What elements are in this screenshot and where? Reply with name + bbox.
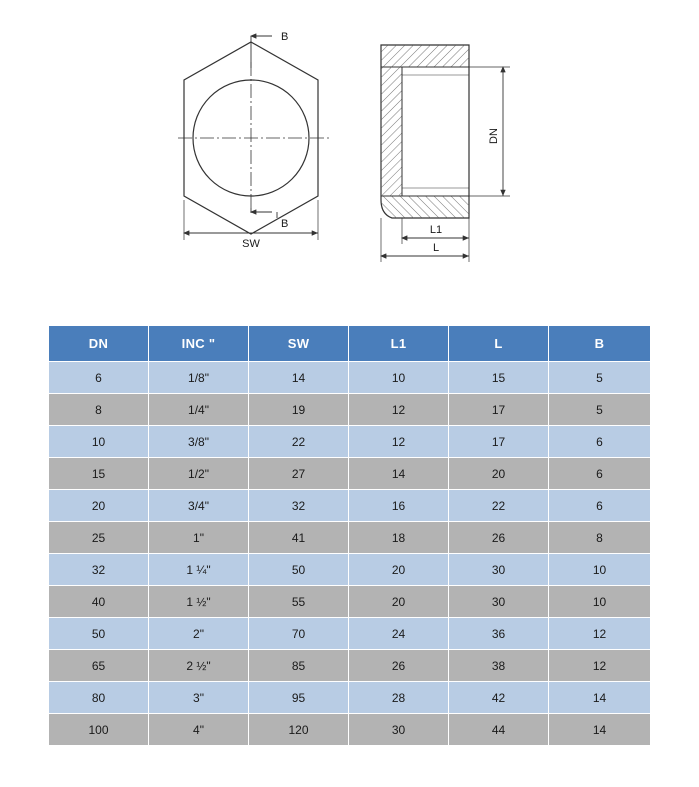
cell-dn: 6 [49,362,149,394]
table-row [49,618,651,650]
column-header-dn: DN [49,326,149,362]
table-row [49,682,651,714]
cell-sw: 95 [249,682,349,714]
cell-l1: 14 [349,458,449,490]
table-row [49,490,651,522]
cell-l1: 20 [349,554,449,586]
table-row [49,522,651,554]
cell-inc: 2" [149,618,249,650]
label-l1: L1 [429,224,443,236]
cell-l1: 28 [349,682,449,714]
cell-inc: 4" [149,714,249,746]
cell-dn: 8 [49,394,149,426]
cell-inc: 3/8" [149,426,249,458]
cell-l: 17 [449,394,549,426]
cell-inc: 1 ½" [149,586,249,618]
cell-l: 20 [449,458,549,490]
cell-dn: 50 [49,618,149,650]
cell-l1: 10 [349,362,449,394]
cell-l: 36 [449,618,549,650]
cell-b: 5 [549,394,651,426]
table-row [49,714,651,746]
cell-l: 17 [449,426,549,458]
hex-section-view [381,45,510,262]
technical-drawing [0,0,699,300]
cell-l: 15 [449,362,549,394]
cell-l: 38 [449,650,549,682]
cell-sw: 50 [249,554,349,586]
cell-inc: 1/4" [149,394,249,426]
cell-b: 14 [549,714,651,746]
cell-l1: 12 [349,394,449,426]
table-row [49,394,651,426]
table-row [49,362,651,394]
cell-inc: 1/2" [149,458,249,490]
cell-l: 44 [449,714,549,746]
cell-b: 10 [549,554,651,586]
cell-inc: 3" [149,682,249,714]
cell-l: 42 [449,682,549,714]
cell-b: 10 [549,586,651,618]
cell-sw: 22 [249,426,349,458]
cell-l1: 18 [349,522,449,554]
cell-dn: 32 [49,554,149,586]
column-header-sw: SW [249,326,349,362]
cell-sw: 27 [249,458,349,490]
table-row [49,554,651,586]
label-b-top: B [281,31,289,43]
table-header-row [49,326,651,362]
cell-sw: 14 [249,362,349,394]
cell-dn: 80 [49,682,149,714]
table-row [49,426,651,458]
cell-sw: 41 [249,522,349,554]
cell-b: 6 [549,458,651,490]
cell-sw: 120 [249,714,349,746]
cell-l1: 30 [349,714,449,746]
cell-dn: 20 [49,490,149,522]
cell-l1: 12 [349,426,449,458]
cell-b: 12 [549,618,651,650]
label-b-bottom: B [281,218,289,230]
label-l: L [432,242,440,254]
cell-inc: 2 ½" [149,650,249,682]
cell-dn: 10 [49,426,149,458]
cell-b: 8 [549,522,651,554]
column-header-inc: INC " [149,326,249,362]
cell-inc: 1" [149,522,249,554]
cell-sw: 32 [249,490,349,522]
cell-l1: 20 [349,586,449,618]
cell-sw: 85 [249,650,349,682]
cell-l1: 24 [349,618,449,650]
hex-front-view [178,31,330,250]
cell-dn: 15 [49,458,149,490]
cell-l: 30 [449,554,549,586]
cell-l: 22 [449,490,549,522]
dimension-table [48,325,651,746]
cell-inc: 1 ¼" [149,554,249,586]
cell-b: 12 [549,650,651,682]
cell-dn: 100 [49,714,149,746]
cell-l1: 26 [349,650,449,682]
table-row [49,586,651,618]
column-header-l: L [449,326,549,362]
table-row [49,650,651,682]
cell-l: 30 [449,586,549,618]
cell-dn: 40 [49,586,149,618]
column-header-b: B [549,326,651,362]
dimension-table-wrapper [48,325,650,746]
cell-b: 6 [549,426,651,458]
table-row [49,458,651,490]
cell-l1: 16 [349,490,449,522]
column-header-l1: L1 [349,326,449,362]
cell-b: 6 [549,490,651,522]
cell-l: 26 [449,522,549,554]
cell-sw: 55 [249,586,349,618]
label-sw: SW [242,238,260,250]
cell-b: 5 [549,362,651,394]
cell-sw: 70 [249,618,349,650]
cell-b: 14 [549,682,651,714]
cell-inc: 1/8" [149,362,249,394]
cell-dn: 65 [49,650,149,682]
cell-inc: 3/4" [149,490,249,522]
cell-sw: 19 [249,394,349,426]
cell-dn: 25 [49,522,149,554]
label-dn: DN [488,128,500,144]
